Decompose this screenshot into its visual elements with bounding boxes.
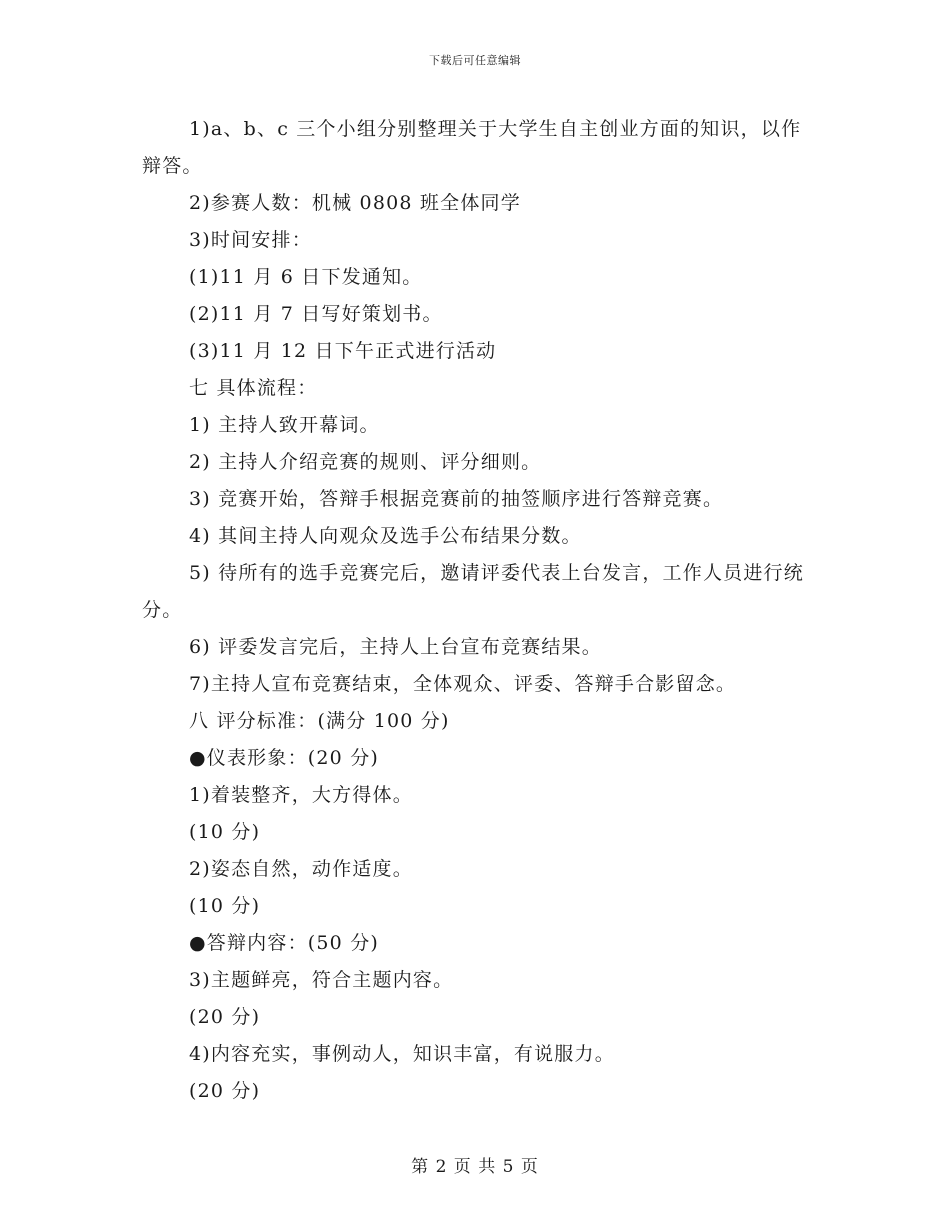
paragraph: 2)姿态自然，动作适度。 bbox=[189, 858, 413, 880]
document-body bbox=[142, 111, 812, 1110]
paragraph: 6) 评委发言完后，主持人上台宣布竞赛结果。 bbox=[189, 636, 602, 658]
score-note: (10 分) bbox=[189, 821, 261, 843]
paragraph: (3)11 月 12 日下午正式进行活动 bbox=[189, 340, 497, 362]
paragraph: 1)a、b、c 三个小组分别整理关于大学生自主创业方面的知识，以作辩答。 bbox=[142, 118, 802, 177]
paragraph: 3)时间安排： bbox=[189, 229, 312, 251]
paragraph: 4)内容充实，事例动人，知识丰富，有说服力。 bbox=[189, 1043, 615, 1065]
paragraph: 2) 主持人介绍竞赛的规则、评分细则。 bbox=[189, 451, 542, 473]
criteria-heading: ●仪表形象：(20 分) bbox=[189, 747, 380, 769]
paragraph: 7)主持人宣布竞赛结束，全体观众、评委、答辩手合影留念。 bbox=[189, 673, 737, 695]
page-header: 下载后可任意编辑 bbox=[429, 54, 521, 67]
paragraph: 4) 其间主持人向观众及选手公布结果分数。 bbox=[189, 525, 582, 547]
score-note: (20 分) bbox=[189, 1080, 261, 1102]
criteria-heading: ●答辩内容：(50 分) bbox=[189, 932, 380, 954]
paragraph: 3)主题鲜亮，符合主题内容。 bbox=[189, 969, 454, 991]
paragraph: (1)11 月 6 日下发通知。 bbox=[189, 266, 423, 288]
section-heading: 七 具体流程： bbox=[189, 377, 318, 399]
paragraph: 1)着装整齐，大方得体。 bbox=[189, 784, 413, 806]
score-note: (10 分) bbox=[189, 895, 261, 917]
paragraph: 5) 待所有的选手竞赛完后，邀请评委代表上台发言，工作人员进行统分。 bbox=[142, 562, 804, 621]
section-heading: 八 评分标准：(满分 100 分) bbox=[189, 710, 450, 732]
page-number: 第 2 页 共 5 页 bbox=[411, 1157, 539, 1177]
score-note: (20 分) bbox=[189, 1006, 261, 1028]
paragraph: 1) 主持人致开幕词。 bbox=[189, 414, 380, 436]
paragraph: (2)11 月 7 日写好策划书。 bbox=[189, 303, 443, 325]
paragraph: 3) 竞赛开始，答辩手根据竞赛前的抽签顺序进行答辩竞赛。 bbox=[189, 488, 724, 510]
paragraph: 2)参赛人数：机械 0808 班全体同学 bbox=[189, 192, 521, 214]
